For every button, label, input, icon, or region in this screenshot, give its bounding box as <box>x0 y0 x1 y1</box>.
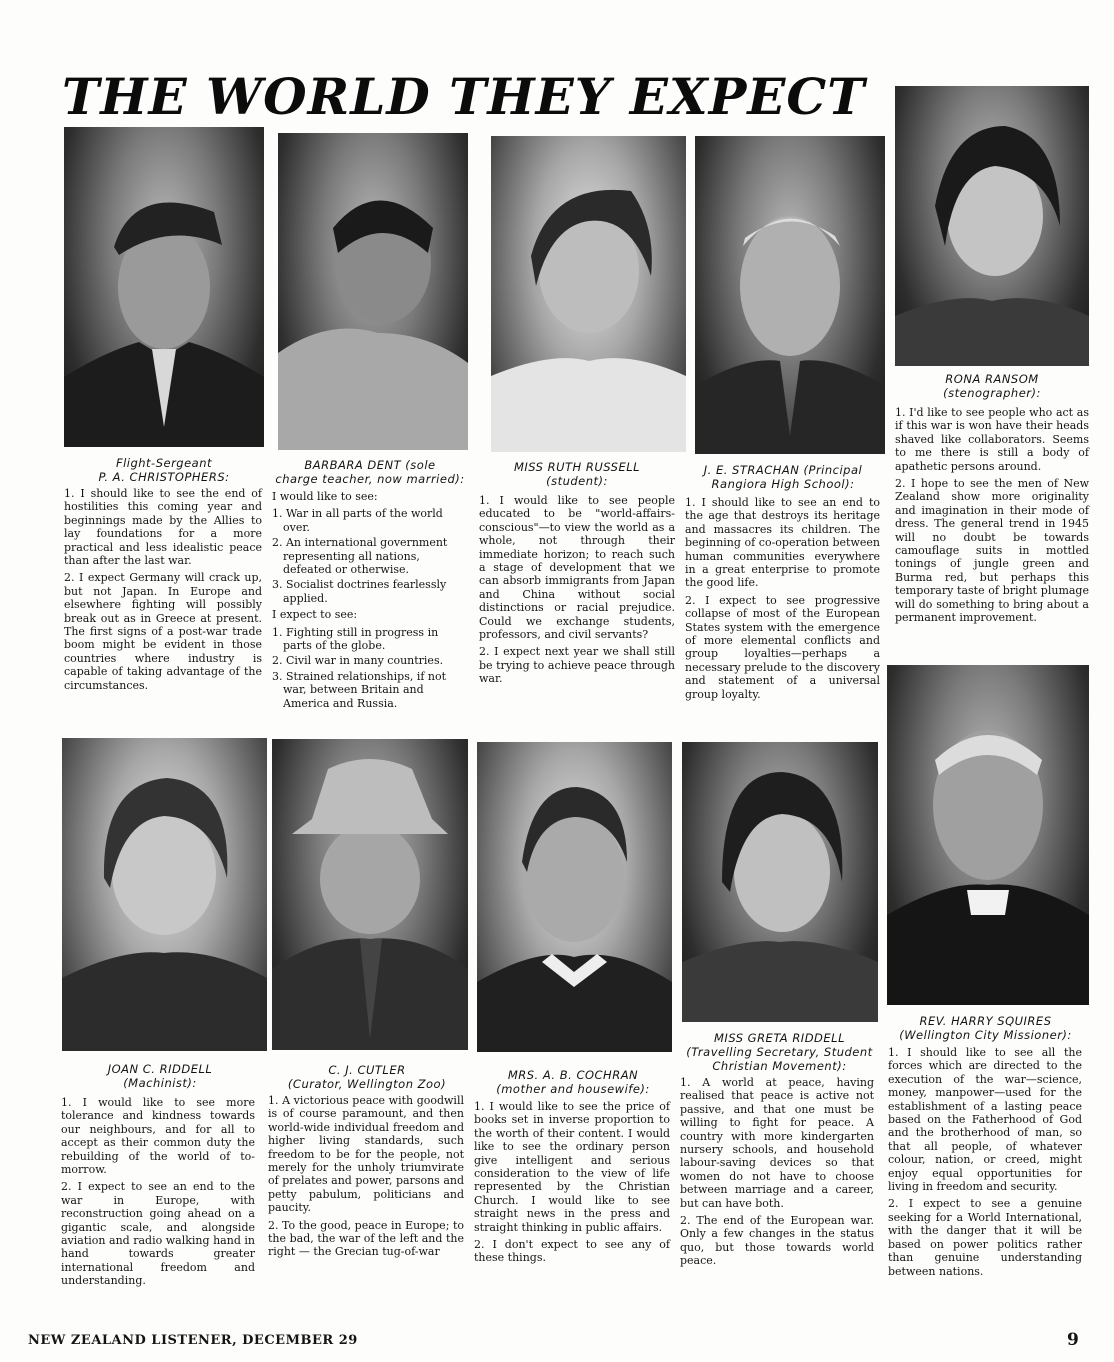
portrait-ransom <box>895 86 1089 366</box>
answer-text: 1. I should like to see the end of hostilities this coming year and beginnings made by the Allies to lay foundations for a more practical and less idealistic peace than after the last war. 2. I expect Germany will crack up, but not Japan. In Europe and elsewhere fighting will possibly break out as in Greece at present. The first signs of a post-war trade boom might be evident in those countries where industry is capable of taking advantage of the circumstances. <box>64 487 262 692</box>
portrait-squires <box>887 665 1089 1005</box>
name-caption: JOAN C. RIDDELL (Machinist): <box>107 1062 213 1090</box>
answer-text: 1. I would like to see people educated to be "world-affairs-conscious"—to view the world as a whole, not through their immediate horizon; to reach such a stage of development that we can absorb immigrants from Japan and China without social distinctions or racial prejudice. Could we exchange students, professors, and civil servants? 2. I expect next year we shall still be trying to achieve peace through war. <box>479 494 675 686</box>
portrait-russell <box>491 136 686 452</box>
answer-text: 1. I should like to see all the forces which are directed to the execution of the war—science, money, manpower—used for the establishment of a lasting peace based on the Fatherhood of God and the brotherhood of man, so that all people, of whatever colour, nation, or creed, might enjoy equal opportunities for living in freedom and security. 2. I expect to see a genuine seeking for a World International, with the danger that it will be based on power politics rather than genuine understanding between nations. <box>888 1046 1082 1278</box>
name-caption: BARBARA DENT (sole charge teacher, now married): <box>275 458 465 486</box>
name-caption: MRS. A. B. COCHRAN (mother and housewife): <box>496 1068 650 1096</box>
portrait-dent <box>278 133 468 450</box>
footer-publication: NEW ZEALAND LISTENER, DECEMBER 29 <box>28 1333 358 1348</box>
answer-text: 1. I should like to see an end to the age that destroys its heritage and massacres its children. The beginning of co-operation between human communities everywhere in a great enterprise to promote the good life. 2. I expect to see progressive collapse of most of the European States system with the emergence of more elemental conflicts and group loyalties—perhaps a necessary prelude to the discovery and statement of a universal group loyalty. <box>685 496 880 701</box>
name-caption: J. E. STRACHAN (Principal Rangiora High School): <box>703 463 863 491</box>
portrait-cutler <box>272 739 468 1050</box>
portrait-strachan <box>695 136 885 454</box>
portrait-cochran <box>477 742 672 1052</box>
name-caption: C. J. CUTLER (Curator, Wellington Zoo) <box>287 1063 447 1091</box>
portrait-christophers <box>64 127 264 447</box>
answer-text: 1. I would like to see the price of books set in inverse proportion to the worth of their content. I would like to see the ordinary person give intelligent and serious consideration to the view of life represented by the Christian Church. I would like to see straight news in the press and straight thinking in public affairs. 2. I don't expect to see any of these things. <box>474 1100 670 1265</box>
name-caption: MISS GRETA RIDDELL (Travelling Secretary, Student Christian Movement): <box>686 1031 873 1073</box>
answer-text: 1. I would like to see more tolerance and kindness towards our neighbours, and for all to accept as their common duty the rebuilding of the world of to-morrow. 2. I expect to see an end to the war in Europe, with reconstruction going ahead on a gigantic scale, and alongside aviation and radio walking hand in hand towards greater international freedom and understanding. <box>61 1096 255 1288</box>
name-caption: Flight-Sergeant P. A. CHRISTOPHERS: <box>98 456 230 484</box>
page-title: THE WORLD THEY EXPECT <box>62 67 866 126</box>
name-caption: RONA RANSOM (stenographer): <box>943 372 1041 400</box>
answer-text: I would like to see: 1. War in all parts of the world over. 2. An international government representing all nations, defeated or otherwise. 3. Socialist doctrines fearlessly applied. I expect to see: 1. Fighting still in progress in parts of the globe. 2. Civil war in many countries. 3. Strained relationships, if not war, between Britain and America and Russia. <box>272 490 448 710</box>
answer-text: 1. A world at peace, having realised that peace is active not passive, and that one must be willing to fight for peace. A country with more kindergarten nursery schools, and household labour-saving devices so that women do not have to choose between marriage and a career, but can have both. 2. The end of the European war. Only a few changes in the status quo, but those towards world peace. <box>680 1076 874 1268</box>
portrait-greta-riddell <box>682 742 878 1022</box>
answer-text: 1. I'd like to see people who act as if this war is won have their heads shaved like collaborators. Seems to me there is still a body of apathetic persons around. 2. I hope to see the men of New Zealand show more originality and imagination in their mode of dress. The general trend in 1945 will no doubt be towards camouflage suits in mottled tonings of jungle green and Burma red, but perhaps this temporary taste of bright plumage will do something to bring about a permanent improvement. <box>895 406 1089 625</box>
answer-text: 1. A victorious peace with goodwill is of course paramount, and then world-wide individual freedom and higher living standards, such freedom to be for the people, not merely for the unholy triumvirate of prelates and power, parsons and petty pabulum, politicians and paucity. 2. To the good, peace in Europe; to the bad, the war of the left and the right — the Grecian tug-of-war <box>268 1094 464 1259</box>
portrait-joan-riddell <box>62 738 267 1051</box>
page-number: 9 <box>1067 1330 1079 1350</box>
name-caption: MISS RUTH RUSSELL (student): <box>513 460 641 488</box>
name-caption: REV. HARRY SQUIRES (Wellington City Missioner): <box>899 1014 1072 1042</box>
